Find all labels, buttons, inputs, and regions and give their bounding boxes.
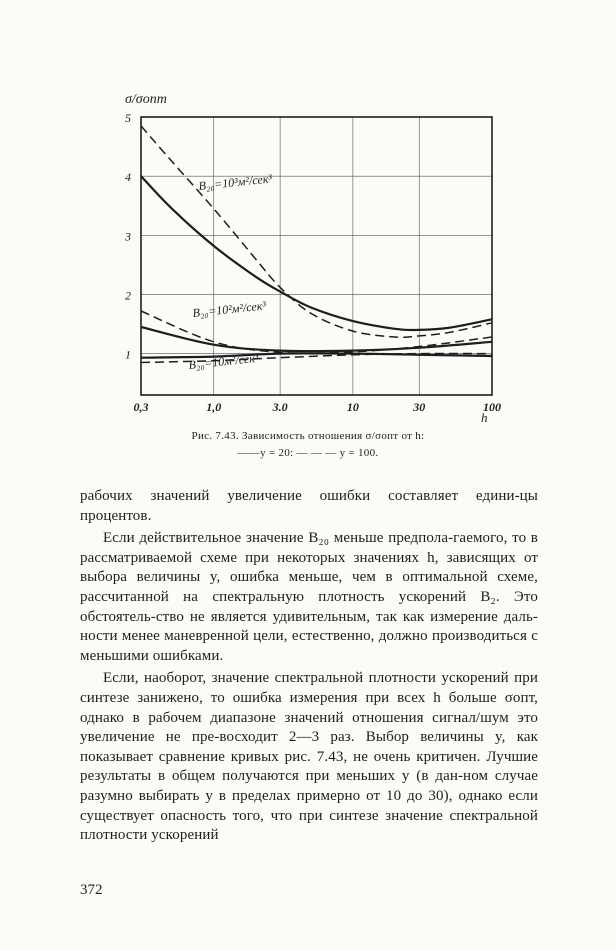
- x-tick-label: 1,0: [206, 400, 222, 414]
- figure-7-43-chart: [0, 0, 616, 430]
- body-text: [80, 487, 538, 846]
- y-tick-label: 4: [125, 170, 131, 185]
- page-number: 372: [80, 882, 103, 898]
- x-tick-labels: [134, 400, 502, 414]
- x-tick-label: 3.0: [272, 400, 288, 414]
- paragraph-2: Если, наоборот, значение спектральной плотности ускорений при синтезе занижено, то ошибка измерения при всех h больше σопт, однако в рабочем диапазоне значений отношения сигнал/шум это увеличение не пре-восходит 2—3 раз. Выбор величины y, как показывает сравнение кривых рис. 7.43, не очень критичен. Лучшие результаты в общем получаются при меньших y (в дан-ном случае разумно выбирать y в пределах примерно от 10 до 30), однако если существует опасность того, что при синтезе значение спектральной плотности ускорений: [80, 670, 538, 844]
- y-tick-label: 5: [125, 111, 131, 125]
- paragraph-1: Если действительное значение B₂₀ меньше предпола-гаемого, то в рассматриваемой схеме при некоторых значениях h, зависящих от выбора величины y, ошибка меньше, чем в оптимальной схеме, рассчитанной на спектральную плотность ускорений B₂. Это обстоятель-ство не является удивительным, так как измерение даль-ности менее маневренной цели, естественно, должно производиться с меньшими ошибками.: [80, 530, 538, 664]
- curve-label-b20-10: B₂₀=10м²/сек³: [187, 350, 260, 372]
- x-tick-label: 0,3: [133, 400, 149, 414]
- x-tick-label: 30: [413, 400, 426, 414]
- curve-label-b20-1000: B₂₀=10³м²/сек³: [197, 171, 273, 193]
- paragraph-continuation: рабочих значений увеличение ошибки составляет едини-цы процентов.: [80, 488, 538, 524]
- y-tick-label: 1: [125, 347, 131, 362]
- y-tick-label: 2: [125, 288, 131, 303]
- x-tick-label: 100: [483, 400, 501, 414]
- figure-caption-line-2: ——y = 20: — — — y = 100.: [237, 447, 379, 459]
- y-axis-label: σ/σопт: [125, 92, 167, 107]
- x-tick-label: 10: [346, 400, 359, 414]
- x-axis-label: h: [481, 410, 488, 425]
- curve-label-b20-100: B₂₀=10²м²/сек³: [191, 298, 267, 320]
- chart-curves: [141, 126, 492, 363]
- curve-3-solid: [141, 327, 492, 351]
- figure-caption-line-1: Рис. 7.43. Зависимость отношения σ/σопт от h:: [191, 430, 425, 442]
- y-tick-labels: [124, 111, 131, 362]
- y-tick-label: 3: [125, 229, 131, 244]
